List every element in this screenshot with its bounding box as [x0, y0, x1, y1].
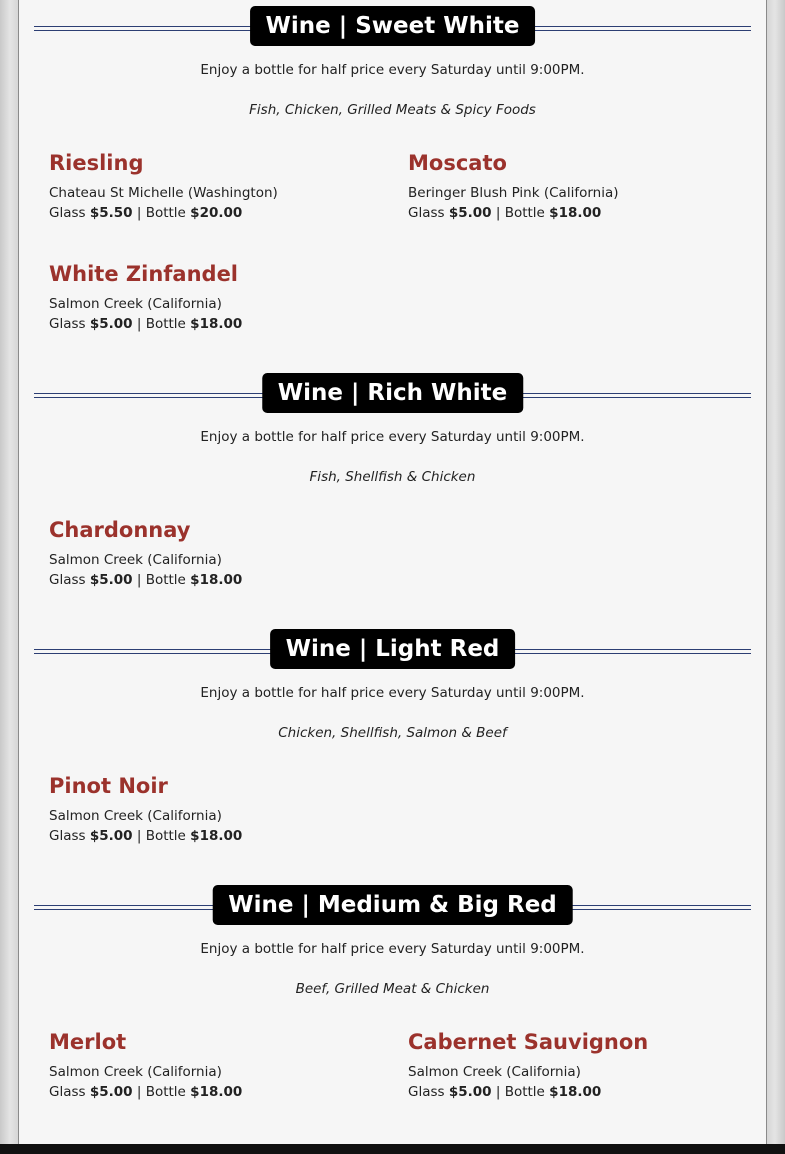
promo-text: Enjoy a bottle for half price every Saturday until 9:00PM. [200, 62, 585, 78]
bottle-price: $18.00 [190, 828, 243, 844]
bottle-label: Bottle [504, 1084, 545, 1100]
bottle-label: Bottle [145, 1084, 186, 1100]
glass-label: Glass [49, 828, 86, 844]
wine-name: Chardonnay [49, 518, 191, 542]
wine-producer: Salmon Creek (California) [49, 296, 222, 312]
section-heading: Wine | Medium & Big Red [212, 885, 573, 925]
pairing-text: Chicken, Shellfish, Salmon & Beef [278, 725, 507, 741]
wine-name: Cabernet Sauvignon [408, 1030, 649, 1054]
wine-price: Glass $5.00 | Bottle $18.00 [408, 1084, 602, 1100]
wine-item [49, 772, 379, 846]
wine-producer: Chateau St Michelle (Washington) [49, 185, 278, 201]
promo-text: Enjoy a bottle for half price every Saturday until 9:00PM. [200, 685, 585, 701]
glass-label: Glass [408, 1084, 445, 1100]
wine-producer: Beringer Blush Pink (California) [408, 185, 619, 201]
glass-label: Glass [408, 205, 445, 221]
wine-name: Merlot [49, 1030, 127, 1054]
wine-item [408, 1028, 738, 1102]
section-heading: Wine | Light Red [270, 629, 516, 669]
glass-price: $5.00 [89, 572, 133, 588]
bottle-label: Bottle [504, 205, 545, 221]
pairing-text: Fish, Shellfish & Chicken [309, 469, 476, 485]
wine-item [408, 149, 738, 223]
pairing-text: Beef, Grilled Meat & Chicken [295, 981, 490, 997]
glass-price: $5.00 [448, 205, 492, 221]
footer-bar [0, 1144, 785, 1154]
glass-price: $5.00 [89, 316, 133, 332]
bottle-price: $20.00 [190, 205, 243, 221]
glass-price: $5.50 [89, 205, 133, 221]
bottle-label: Bottle [145, 205, 186, 221]
wine-name: White Zinfandel [49, 262, 239, 286]
bottle-label: Bottle [145, 828, 186, 844]
section-heading: Wine | Sweet White [250, 6, 536, 46]
bottle-label: Bottle [145, 316, 186, 332]
wine-item [49, 1028, 379, 1102]
glass-label: Glass [49, 205, 86, 221]
wine-price: Glass $5.00 | Bottle $18.00 [49, 1084, 243, 1100]
menu-paper [18, 0, 767, 1144]
wine-producer: Salmon Creek (California) [49, 808, 222, 824]
glass-label: Glass [49, 572, 86, 588]
wine-name: Pinot Noir [49, 774, 168, 798]
wine-price: Glass $5.00 | Bottle $18.00 [49, 316, 243, 332]
wine-name: Riesling [49, 151, 144, 175]
bottle-price: $18.00 [190, 572, 243, 588]
wine-price: Glass $5.00 | Bottle $18.00 [408, 205, 602, 221]
wine-producer: Salmon Creek (California) [408, 1064, 581, 1080]
glass-price: $5.00 [89, 1084, 133, 1100]
wine-price: Glass $5.00 | Bottle $18.00 [49, 572, 243, 588]
glass-label: Glass [49, 1084, 86, 1100]
bottle-price: $18.00 [190, 316, 243, 332]
glass-price: $5.00 [89, 828, 133, 844]
bottle-label: Bottle [145, 572, 186, 588]
bottle-price: $18.00 [190, 1084, 243, 1100]
section-heading: Wine | Rich White [262, 373, 523, 413]
wine-item [49, 149, 379, 223]
glass-price: $5.00 [448, 1084, 492, 1100]
promo-text: Enjoy a bottle for half price every Saturday until 9:00PM. [200, 941, 585, 957]
wine-item [49, 516, 379, 590]
pairing-text: Fish, Chicken, Grilled Meats & Spicy Foods [249, 102, 536, 118]
bottle-price: $18.00 [549, 1084, 602, 1100]
wine-item [49, 260, 379, 334]
wine-producer: Salmon Creek (California) [49, 1064, 222, 1080]
wine-producer: Salmon Creek (California) [49, 552, 222, 568]
bottle-price: $18.00 [549, 205, 602, 221]
wine-price: Glass $5.00 | Bottle $18.00 [49, 828, 243, 844]
glass-label: Glass [49, 316, 86, 332]
promo-text: Enjoy a bottle for half price every Saturday until 9:00PM. [200, 429, 585, 445]
wine-name: Moscato [408, 151, 507, 175]
wine-price: Glass $5.50 | Bottle $20.00 [49, 205, 243, 221]
